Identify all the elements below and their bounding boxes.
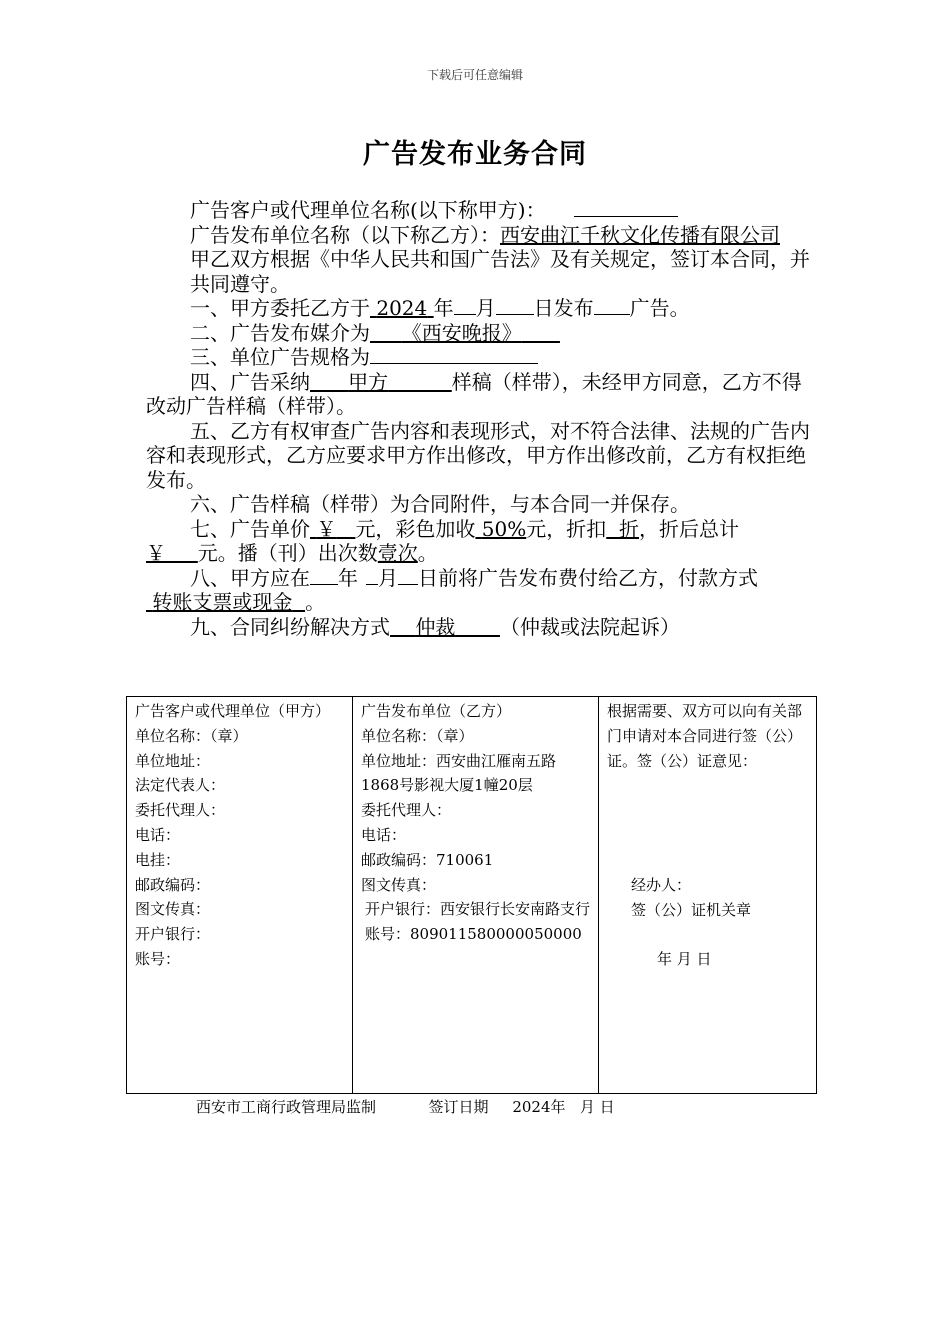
clause-1-month-blank xyxy=(454,296,476,315)
clause-9-method xyxy=(390,615,500,639)
clause-3-prefix: 三、单位广告规格为 xyxy=(190,345,370,369)
footer-sign-date-year: 2024年 xyxy=(512,1098,566,1116)
party-a-agent: 委托代理人： xyxy=(135,801,226,820)
clause-4 xyxy=(146,370,818,419)
clause-8-month-blank xyxy=(366,566,378,585)
party-b-fax: 图文传真： xyxy=(361,875,437,894)
clause-7-color xyxy=(475,517,526,541)
party-a-blank xyxy=(574,198,678,217)
footer xyxy=(196,1096,615,1117)
clause-9-prefix: 九、合同纠纷解决方式 xyxy=(190,614,390,639)
contract-body xyxy=(146,198,818,639)
clause-9-method-value: 仲裁 xyxy=(415,614,456,639)
clause-8-end: 。 xyxy=(305,590,326,614)
clause-7-times xyxy=(378,541,418,565)
party-b-cell-heading: 广告发布单位（乙方） xyxy=(361,702,512,720)
party-a-account: 账号： xyxy=(135,949,181,968)
clause-7-total-prefix: ，折后总计 xyxy=(638,516,739,541)
clause-8-method xyxy=(146,590,305,614)
clause-7-currency2: ￥ xyxy=(146,541,166,565)
clause-7-times-prefix: 元。播（刊）出次数 xyxy=(197,541,378,565)
clause-1 xyxy=(146,296,818,321)
clause-3-blank xyxy=(370,345,538,364)
header-note: 下载后可任意编辑 xyxy=(426,68,523,82)
party-b-label: 广告发布单位名称（以下称乙方）： xyxy=(190,222,500,247)
clause-2-prefix: 二、广告发布媒介为 xyxy=(190,320,370,345)
notary-cell xyxy=(599,697,817,1094)
notary-handler: 经办人： xyxy=(631,876,692,895)
clause-7-color-value: 50% xyxy=(481,516,527,541)
clause-4-prefix: 四、广告采纳 xyxy=(190,369,310,394)
signature-table xyxy=(126,696,817,1094)
clause-2-media xyxy=(370,321,560,345)
party-a-cell xyxy=(127,697,353,1094)
party-b-postcode: 邮政编码：710061 xyxy=(361,850,494,869)
clause-4-suffix: 样稿（样带），未经甲方同意，乙方不得改动广告样稿（样带）。 xyxy=(146,369,802,418)
footer-supervisor: 西安市工商行政管理局监制 xyxy=(196,1098,377,1116)
party-b-line xyxy=(146,223,818,248)
party-b-phone: 电话： xyxy=(361,825,407,844)
party-a-postcode: 邮政编码： xyxy=(135,875,211,894)
footer-sign-date-label: 签订日期 xyxy=(428,1098,489,1116)
clause-2 xyxy=(146,321,818,346)
clause-8-year-blank xyxy=(310,566,338,585)
party-a-legal-rep: 法定代表人： xyxy=(135,776,226,795)
party-a-line xyxy=(146,198,818,223)
clause-8-method-value: 转账支票或现金 xyxy=(152,590,293,614)
clause-1-year-value: 2024 xyxy=(376,296,428,320)
clause-8-prefix: 八、甲方应在 xyxy=(190,565,310,590)
party-a-cell-heading: 广告客户或代理单位（甲方） xyxy=(135,702,331,720)
clause-7 xyxy=(146,517,818,566)
clause-7-times-value: 壹次 xyxy=(377,541,418,565)
clause-8-day-blank xyxy=(398,566,418,585)
clause-6: 六、广告样稿（样带）为合同附件，与本合同一并保存。 xyxy=(190,492,690,516)
party-a-bank: 开户银行： xyxy=(135,925,211,944)
clause-9-suffix: （仲裁或法院起诉） xyxy=(499,614,680,639)
clause-8 xyxy=(146,566,818,615)
notary-office-seal: 签（公）证机关章 xyxy=(631,901,752,920)
party-b-account: 账号：809011580000050000 xyxy=(365,925,582,944)
clause-7-total xyxy=(146,541,198,565)
clause-7-discount-prefix: 元，折扣 xyxy=(526,516,607,541)
party-a-fax: 图文传真： xyxy=(135,900,211,919)
clause-1-year xyxy=(370,296,434,320)
clause-1-month-unit: 月 xyxy=(475,296,496,320)
party-a-telegraph: 电挂： xyxy=(135,850,181,869)
party-b-name: 西安曲江千秋文化传播有限公司 xyxy=(500,222,780,247)
party-b-cell xyxy=(353,697,599,1094)
clause-7-discount-value: 折 xyxy=(618,516,639,541)
clause-1-day-blank xyxy=(496,296,534,315)
clause-1-prefix: 一、甲方委托乙方于 xyxy=(190,296,370,320)
party-a-phone: 电话： xyxy=(135,825,181,844)
document-title: 广告发布业务合同 xyxy=(363,139,587,170)
clause-3 xyxy=(146,345,818,370)
clause-8-year-unit: 年 xyxy=(338,565,358,590)
clause-8-month-unit: 月 xyxy=(378,565,398,590)
clause-9 xyxy=(146,615,818,640)
clause-5: 五、乙方有权审查广告内容和表现形式，对不符合法律、法规的广告内容和表现形式，乙方应要求甲方作出修改，甲方作出修改前，乙方有权拒绝发布。 xyxy=(146,418,810,492)
footer-sign-date-rest: 月 日 xyxy=(579,1098,615,1116)
party-b-agent: 委托代理人： xyxy=(361,801,452,820)
clause-1-year-unit: 年 xyxy=(433,296,454,320)
preamble: 甲乙双方根据《中华人民共和国广告法》及有关规定，签订本合同，并共同遵守。 xyxy=(190,247,810,296)
clause-1-day-unit: 日发布 xyxy=(533,296,594,320)
clause-1-suffix: 广告。 xyxy=(629,296,690,320)
party-b-unit-name: 单位名称：（章） xyxy=(361,726,474,745)
clause-7-prefix: 七、广告单价 xyxy=(190,516,310,541)
clause-7-discount xyxy=(606,517,639,541)
clause-8-mid: 日前将广告发布费付给乙方，付款方式 xyxy=(418,565,758,590)
clause-4-party-value: 甲方 xyxy=(348,369,389,394)
clause-7-unit: 元，彩色加收 xyxy=(355,516,476,541)
clause-7-end: 。 xyxy=(417,541,438,565)
party-b-bank: 开户银行：西安银行长安南路支行 xyxy=(365,900,591,919)
party-a-label: 广告客户或代理单位名称(以下称甲方)： xyxy=(190,198,546,222)
clause-7-price xyxy=(310,517,355,541)
clause-2-media-value: 《西安晚报》 xyxy=(401,320,522,345)
notary-note: 根据需要、双方可以向有关部门申请对本合同进行签（公）证。签（公）证意见： xyxy=(607,702,803,770)
party-a-unit-name: 单位名称：（章） xyxy=(135,726,248,745)
notary-date: 年 月 日 xyxy=(657,949,712,968)
party-b-address: 单位地址：西安曲江雁南五路1868号影视大厦1幢20层 xyxy=(361,751,557,795)
clause-4-party xyxy=(310,370,452,394)
party-a-address: 单位地址： xyxy=(135,751,211,770)
clause-7-currency: ￥ xyxy=(316,516,337,541)
clause-1-type-blank xyxy=(594,296,630,315)
